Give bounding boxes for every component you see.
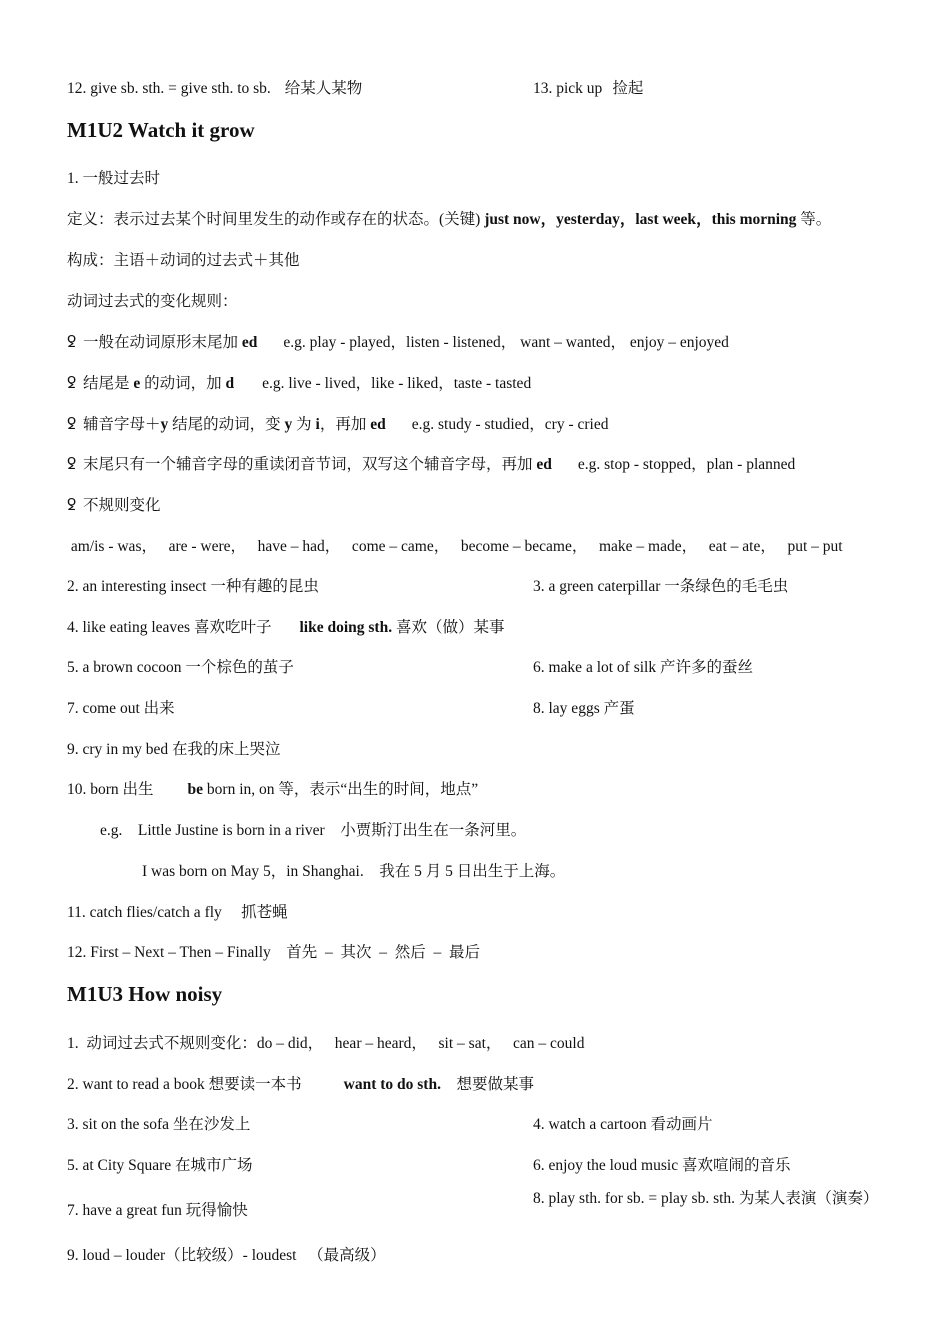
- bullet-icon: ꝿ: [67, 416, 77, 433]
- structure-line: 构成：主语＋动词的过去式＋其他: [67, 252, 300, 269]
- item-5-city-square: 5. at City Square 在城市广场: [67, 1157, 253, 1174]
- item-4-like-eating: 4. like eating leaves 喜欢吃叶子 like doing sth. 喜欢（做）某事: [67, 619, 505, 636]
- item-3-sofa: 3. sit on the sofa 坐在沙发上: [67, 1116, 251, 1133]
- item-11-catch-flies: 11. catch flies/catch a fly 抓苍蝇: [67, 904, 288, 921]
- past-tense-title: 1. 一般过去时: [67, 170, 161, 187]
- item-8-play-for: 8. play sth. for sb. = play sb. sth. 为某人表演（演奏）: [533, 1190, 879, 1207]
- item-6-silk: 6. make a lot of silk 产许多的蚕丝: [533, 659, 753, 676]
- item-3-caterpillar: 3. a green caterpillar 一条绿色的毛毛虫: [533, 578, 789, 595]
- rule-3: ꝿ 辅音字母＋y 结尾的动词，变 y 为 i，再加 ed e.g. study - studied，cry - cried: [67, 416, 609, 433]
- item-10-born: 10. born 出生 be born in, on 等，表示“出生的时间，地点”: [67, 781, 479, 798]
- irregular-verbs-line: am/is - was， are - were， have – had， come – came， become – became， make – made， eat – ate， put – put: [67, 538, 843, 555]
- item-13-pick-up: 13. pick up 捡起: [533, 80, 644, 97]
- item-8-lay-eggs: 8. lay eggs 产蛋: [533, 700, 635, 717]
- bullet-icon: ꝿ: [67, 334, 77, 351]
- example-shanghai: I was born on May 5，in Shanghai. 我在 5 月 5 日出生于上海。: [142, 863, 566, 880]
- heading-m1u2: M1U2 Watch it grow: [67, 118, 255, 142]
- rule-2: ꝿ 结尾是 e 的动词，加 d e.g. live - lived，like - liked，taste - tasted: [67, 375, 532, 392]
- item-2-want-to-read: 2. want to read a book 想要读一本书 want to do sth. 想要做某事: [67, 1076, 534, 1093]
- bullet-icon: ꝿ: [67, 456, 77, 473]
- item-9-cry: 9. cry in my bed 在我的床上哭泣: [67, 741, 281, 758]
- rule-5: ꝿ 不规则变化: [67, 497, 161, 514]
- item-2-insect: 2. an interesting insect 一种有趣的昆虫: [67, 578, 319, 595]
- irregular-past-line: 1. 动词过去式不规则变化：do – did， hear – heard， sit – sat， can – could: [67, 1035, 585, 1052]
- item-9-loud-comparison: 9. loud – louder（比较级）- loudest （最高级）: [67, 1247, 386, 1264]
- example-justine: e.g. Little Justine is born in a river 小贾斯汀出生在一条河里。: [100, 822, 527, 839]
- item-6-loud-music: 6. enjoy the loud music 喜欢喧闹的音乐: [533, 1157, 791, 1174]
- item-12-sequence: 12. First – Next – Then – Finally 首先 – 其次 – 然后 – 最后: [67, 944, 481, 961]
- definition-line: 定义：表示过去某个时间里发生的动作或存在的状态。(关键) just now，yesterday，last week，this morning 等。: [67, 211, 832, 228]
- rules-title: 动词过去式的变化规则：: [67, 293, 238, 310]
- item-12-give: 12. give sb. sth. = give sth. to sb. 给某人某物: [67, 80, 363, 97]
- heading-m1u3: M1U3 How noisy: [67, 982, 223, 1006]
- rule-4: ꝿ 末尾只有一个辅音字母的重读闭音节词，双写这个辅音字母，再加 ed e.g. stop - stopped，plan - planned: [67, 456, 796, 473]
- bullet-icon: ꝿ: [67, 497, 77, 514]
- item-4-cartoon: 4. watch a cartoon 看动画片: [533, 1116, 713, 1133]
- item-7-great-fun: 7. have a great fun 玩得愉快: [67, 1202, 248, 1219]
- item-5-cocoon: 5. a brown cocoon 一个棕色的茧子: [67, 659, 294, 676]
- item-7-come-out: 7. come out 出来: [67, 700, 175, 717]
- rule-1: ꝿ 一般在动词原形末尾加 ed e.g. play - played，listen - listened， want – wanted， enjoy – enjoyed: [67, 334, 729, 351]
- bullet-icon: ꝿ: [67, 375, 77, 392]
